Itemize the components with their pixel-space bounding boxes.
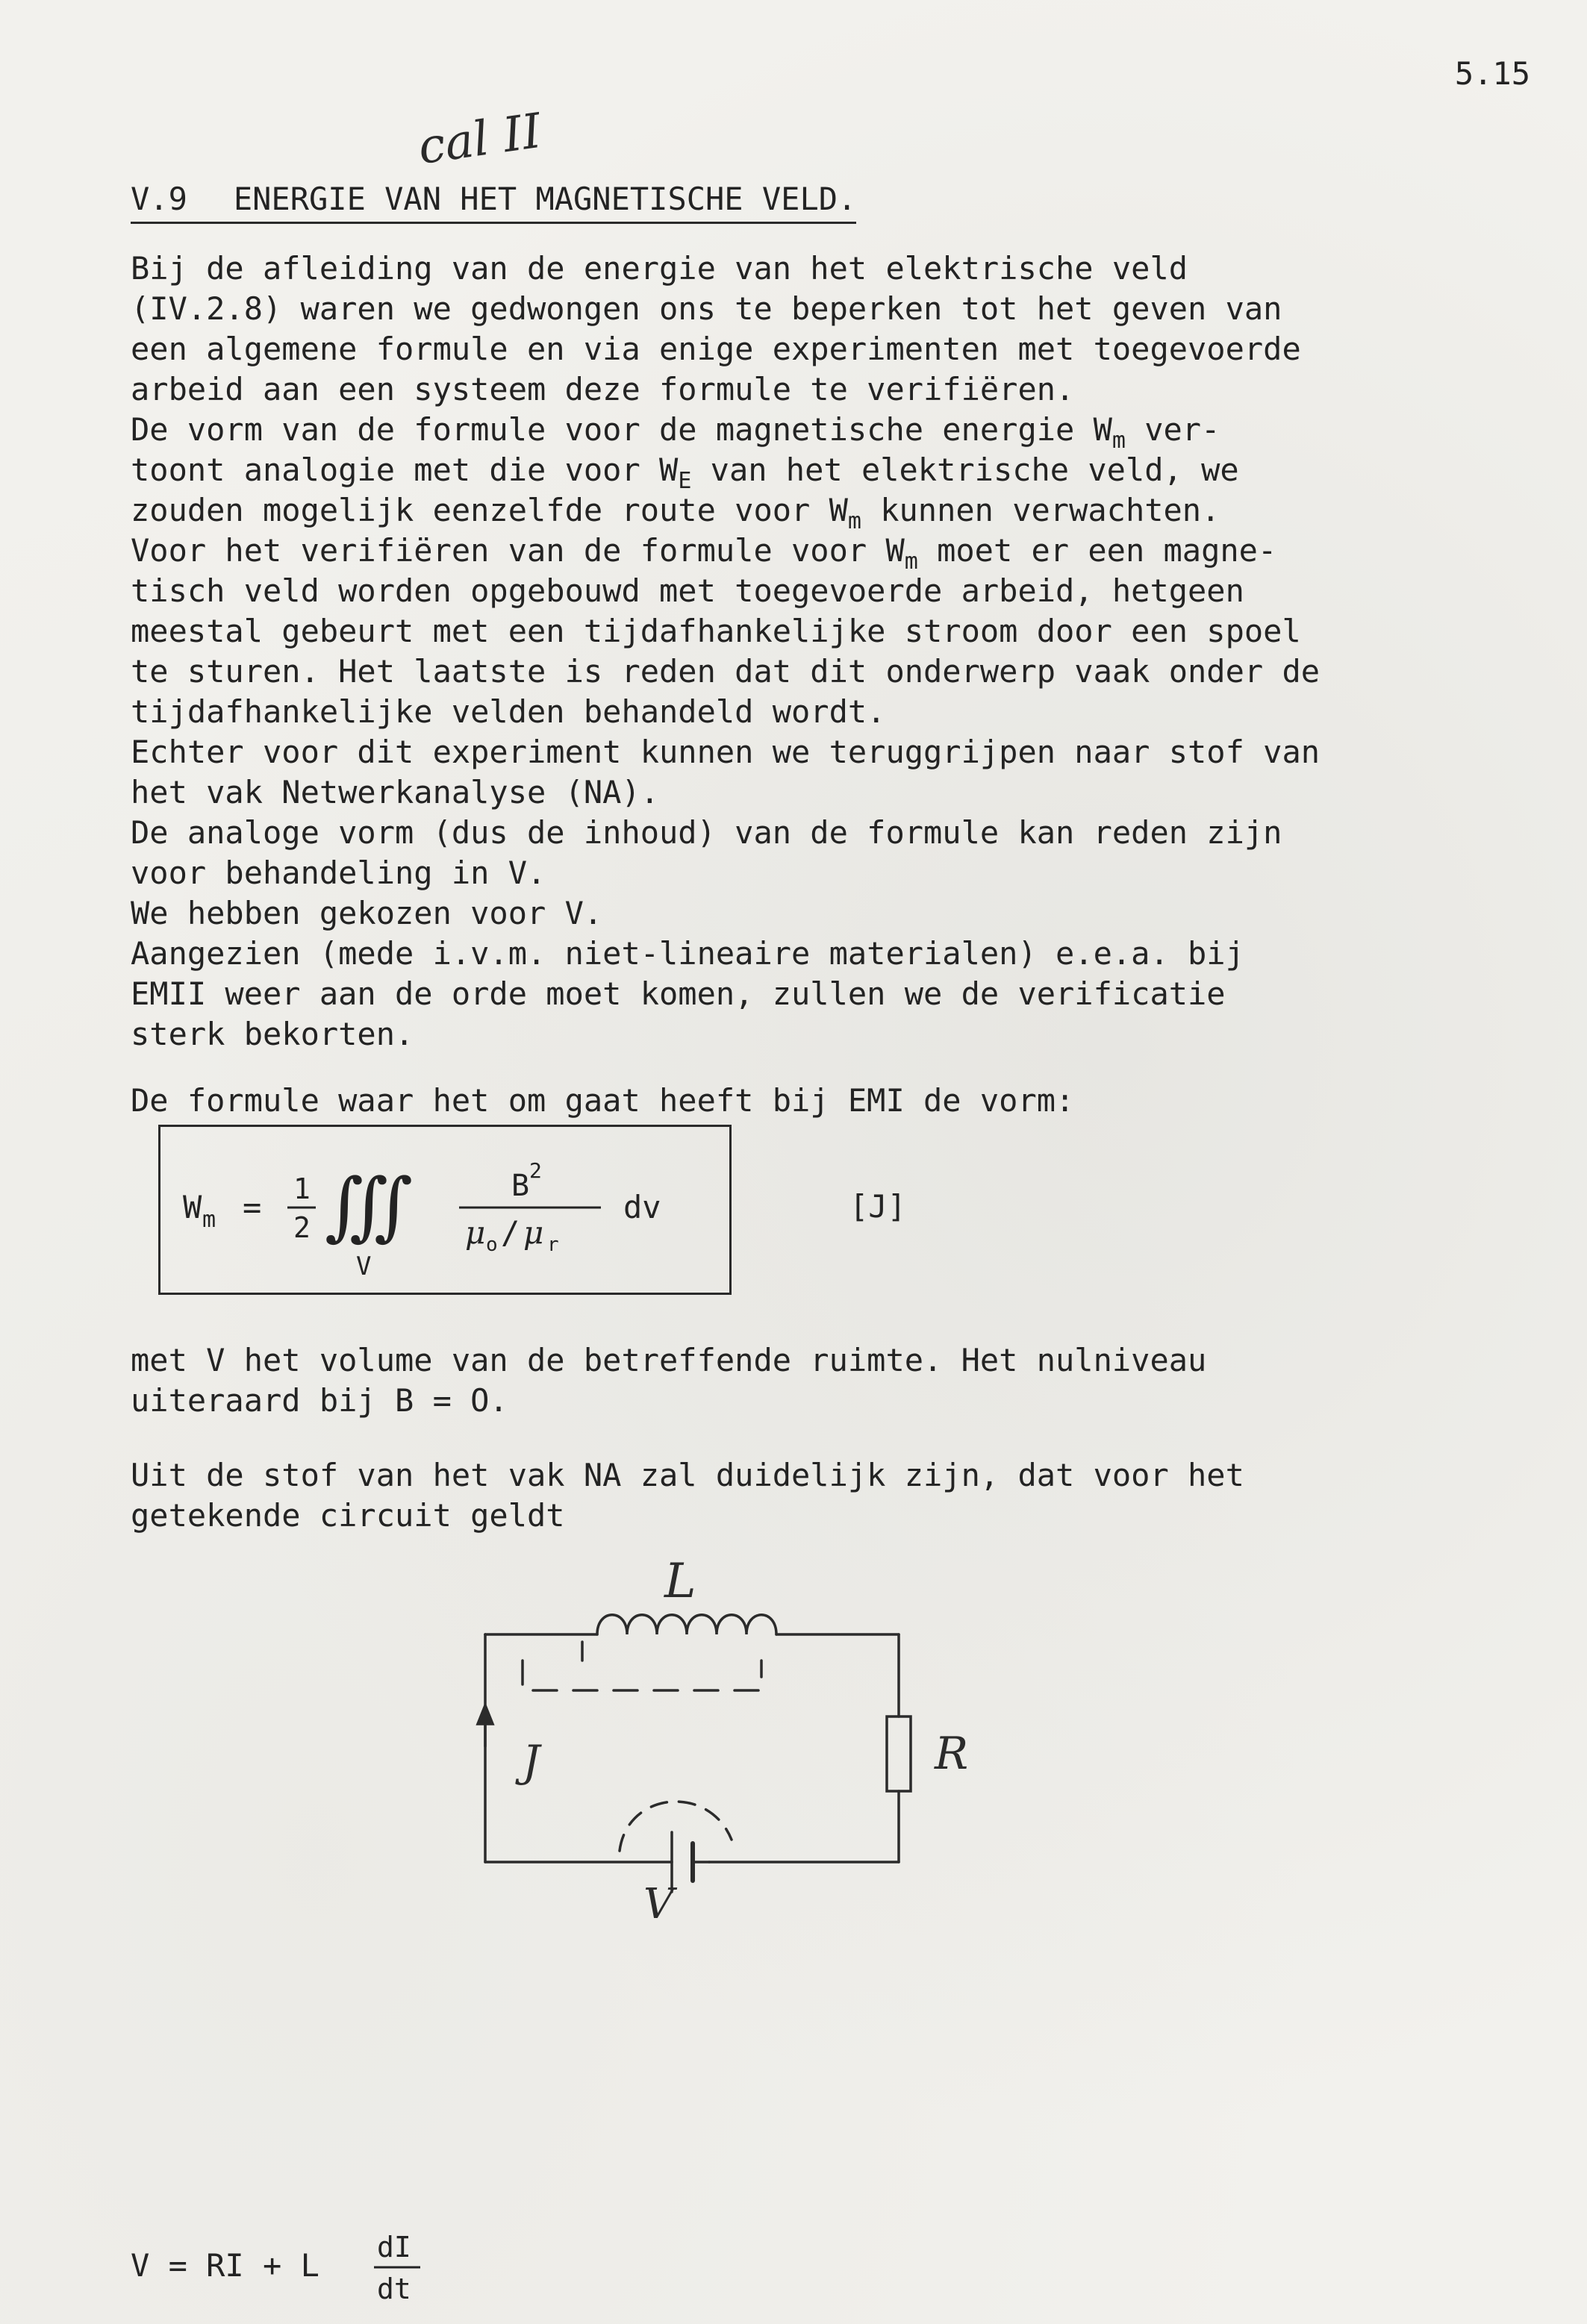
- dashed-arc: [620, 1802, 732, 1851]
- section-title: ENERGIE VAN HET MAGNETISCHE VELD.: [233, 181, 857, 217]
- bottom-equation: [131, 2224, 549, 2306]
- text-line: Voor het verifiëren van de formule voor $W_m$ moet er een magne-: [131, 532, 1277, 575]
- formula-numerator: B: [511, 1169, 530, 1203]
- text-line: De formule waar het om gaat heeft bij EMI de vorm:: [131, 1082, 1075, 1119]
- text-line: tijdafhankelijke velden behandeld wordt.: [131, 693, 886, 730]
- text-line: met V het volume van de betreffende ruimte. Het nulniveau: [131, 1342, 1207, 1378]
- text-line: (IV.2.8) waren we gedwongen ons te beperken tot het geven van: [131, 290, 1282, 327]
- paragraph-intro: [131, 249, 1549, 410]
- source-label: V: [643, 1880, 674, 1925]
- text-line: arbeid aan een systeem deze formule te verifiëren.: [131, 371, 1075, 407]
- triple-integral: ∭: [325, 1162, 414, 1249]
- text-line: meestal gebeurt met een tijdafhankelijke stroom door een spoel: [131, 613, 1301, 649]
- text-line: getekende circuit geldt: [131, 1497, 565, 1534]
- text-line: Uit de stof van het vak NA zal duidelijk zijn, dat voor het: [131, 1457, 1244, 1493]
- text-line: te sturen. Het laatste is reden dat dit onderwerp vaak onder de: [131, 653, 1321, 690]
- text-line: We hebben gekozen voor V.: [131, 895, 603, 931]
- circuit-diagram: [448, 1537, 970, 1925]
- handwritten-signature: cal II: [414, 103, 545, 176]
- inductor-label: L: [664, 1554, 696, 1609]
- formula-lhs: W: [183, 1189, 202, 1225]
- section-number: V.9: [131, 181, 187, 217]
- text-line: het vak Netwerkanalyse (NA).: [131, 774, 660, 810]
- formula-mur: μ: [523, 1214, 544, 1251]
- resistor: [887, 1717, 911, 1791]
- text-line: toont analogie met die voor $W_E$ van het elektrische veld, we: [131, 452, 1239, 494]
- formula-mur-sub: r: [547, 1234, 559, 1256]
- page-number: 5.15: [1454, 55, 1530, 92]
- integral-domain: V: [356, 1252, 372, 1281]
- energy-formula: [160, 1127, 729, 1293]
- current-arrow: [478, 1705, 493, 1724]
- paragraph-circuit-intro: [131, 1455, 1549, 1536]
- formula-mu0-sub: o: [486, 1234, 498, 1256]
- formula-intro: [131, 1081, 1549, 1121]
- section-heading: [131, 181, 856, 224]
- formula-equals: =: [243, 1189, 262, 1225]
- formula-slash: /: [501, 1214, 520, 1251]
- text-line: tisch veld worden opgebouwd met toegevoerde arbeid, hetgeen: [131, 572, 1244, 609]
- paragraph-main: [131, 410, 1549, 1055]
- text-line: De analoge vorm (dus de inhoud) van de formule kan reden zijn: [131, 814, 1282, 851]
- text-line: Bij de afleiding van de energie van het elektrische veld: [131, 250, 1188, 287]
- equation-lhs: V = RI + L: [131, 2247, 319, 2284]
- equation-denominator: dt: [377, 2273, 411, 2305]
- formula-lhs-sub: m: [202, 1207, 216, 1233]
- text-line: voor behandeling in V.: [131, 855, 546, 891]
- formula-exponent: 2: [529, 1158, 542, 1183]
- dashed-flux-loop: [523, 1661, 761, 1690]
- formula-unit: [J]: [849, 1188, 906, 1225]
- text-line: Aangezien (mede i.v.m. niet-lineaire materialen) e.e.a. bij: [131, 935, 1244, 972]
- formula-frac-num: 1: [293, 1172, 311, 1205]
- text-line: uiteraard bij B = O.: [131, 1382, 508, 1419]
- formula-box: [158, 1125, 732, 1295]
- formula-dv: dv: [623, 1189, 661, 1225]
- resistor-label: R: [935, 1728, 969, 1780]
- text-line: EMII weer aan de orde moet komen, zullen we de verificatie: [131, 975, 1226, 1012]
- text-line: zouden mogelijk eenzelfde route voor $W_m$ kunnen verwachten.: [131, 492, 1220, 534]
- paragraph-after-formula: [131, 1340, 1549, 1421]
- inductor-coil: [597, 1615, 776, 1634]
- text-line: een algemene formule en via enige experimenten met toegevoerde: [131, 331, 1301, 367]
- equation-numerator: dI: [377, 2231, 411, 2264]
- current-label: J: [523, 1736, 540, 1787]
- formula-mu0: μ: [465, 1214, 486, 1251]
- text-line: sterk bekorten.: [131, 1016, 414, 1052]
- formula-frac-den: 2: [293, 1211, 311, 1244]
- text-line: De vorm van de formule voor de magnetische energie $W_m$ ver-: [131, 411, 1220, 454]
- text-line: Echter voor dit experiment kunnen we teruggrijpen naar stof van: [131, 734, 1321, 770]
